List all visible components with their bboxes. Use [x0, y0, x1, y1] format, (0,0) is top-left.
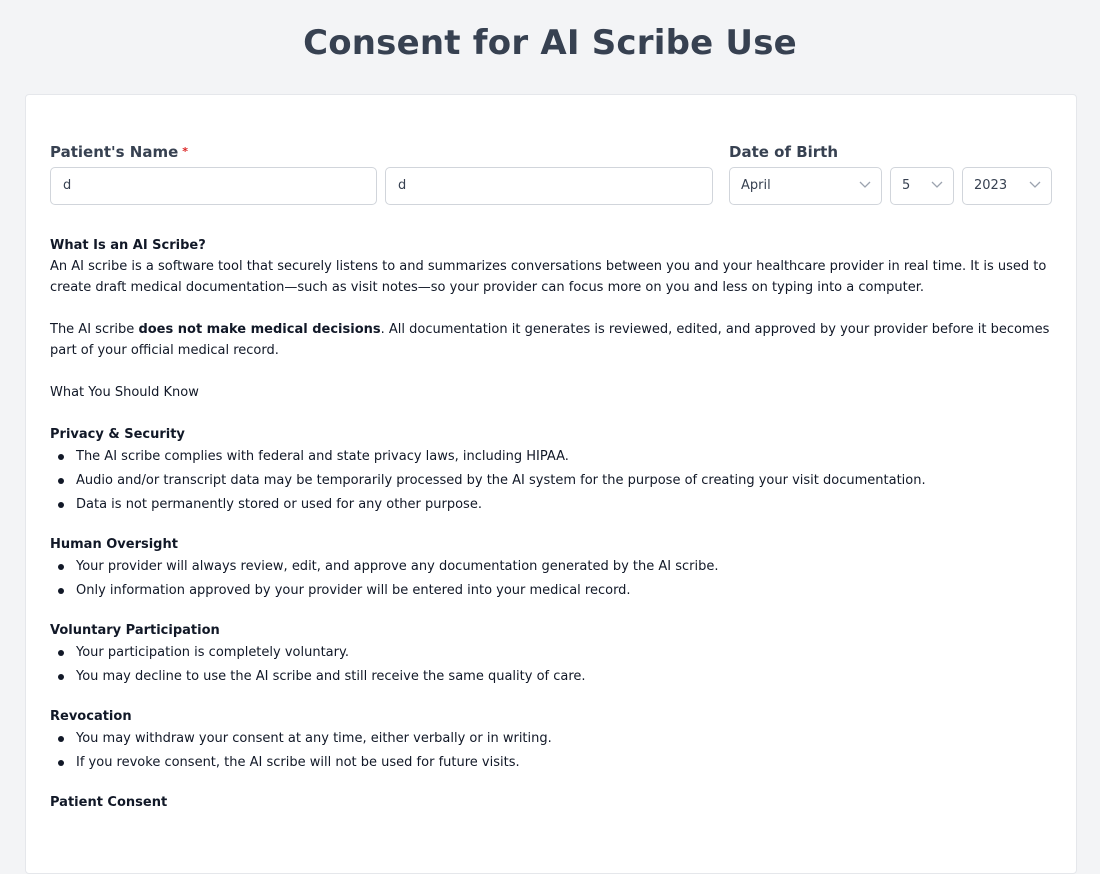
consent-section: [50, 534, 1052, 603]
section-heading: Privacy & Security: [50, 427, 185, 442]
section-heading: Voluntary Participation: [50, 623, 220, 638]
section-list: [50, 555, 1052, 603]
dob-label: Date of Birth: [729, 143, 839, 161]
list-item: Your provider will always review, edit, and approve any documentation generated by the AI scribe.: [50, 555, 1052, 579]
section-list: [50, 727, 1052, 775]
consent-section: [50, 620, 1052, 689]
intro-paragraph: An AI scribe is a software tool that securely listens to and summarizes conversations between you and your healthcare provider in real time. It is used to create draft medical documentation—such as visit notes—so your provider can focus more on you and less on typing into a computer.: [50, 259, 1047, 295]
section-list: [50, 641, 1052, 689]
consent-text: [50, 235, 1052, 813]
decisions-emphasis: does not make medical decisions: [138, 322, 381, 337]
consent-section: [50, 424, 1052, 517]
chevron-down-icon: [1029, 181, 1041, 189]
page-title: Consent for AI Scribe Use: [303, 23, 797, 63]
decisions-paragraph: The AI scribe does not make medical decisions. All documentation it generates is reviewed, edited, and approved by your provider before it becomes part of your official medical record.: [50, 322, 1050, 358]
dob-year-select[interactable]: [962, 167, 1052, 205]
patient-info-row: [50, 143, 1052, 205]
required-marker: *: [182, 145, 189, 158]
list-item: Data is not permanently stored or used for any other purpose.: [50, 493, 1052, 517]
dob-year-value: 2023: [974, 178, 1008, 193]
list-item: Audio and/or transcript data may be temporarily processed by the AI system for the purpose of creating your visit documentation.: [50, 469, 1052, 493]
dob-day-select[interactable]: [890, 167, 954, 205]
chevron-down-icon: [859, 181, 871, 189]
dob-month-select[interactable]: [729, 167, 882, 205]
list-item: You may decline to use the AI scribe and still receive the same quality of care.: [50, 665, 1052, 689]
list-item: The AI scribe complies with federal and state privacy laws, including HIPAA.: [50, 445, 1052, 469]
list-item: You may withdraw your consent at any time, either verbally or in writing.: [50, 727, 1052, 751]
consent-section: [50, 706, 1052, 775]
list-item: Only information approved by your provider will be entered into your medical record.: [50, 579, 1052, 603]
dob-day-value: 5: [902, 178, 911, 193]
consent-form-card: [25, 94, 1077, 874]
patient-name-label: Patient's Name *: [50, 143, 189, 161]
consent-sections: [50, 424, 1052, 775]
chevron-down-icon: [931, 181, 943, 189]
section-list: [50, 445, 1052, 517]
list-item: Your participation is completely voluntary.: [50, 641, 1052, 665]
section-heading: Revocation: [50, 709, 132, 724]
intro-heading: What Is an AI Scribe?: [50, 238, 206, 253]
list-item: If you revoke consent, the AI scribe will not be used for future visits.: [50, 751, 1052, 775]
section-heading: Human Oversight: [50, 537, 178, 552]
dob-month-value: April: [741, 178, 771, 193]
first-name-input[interactable]: d: [50, 167, 377, 205]
know-heading: What You Should Know: [50, 385, 199, 400]
last-name-input[interactable]: d: [385, 167, 713, 205]
consent-heading: Patient Consent: [50, 795, 168, 810]
